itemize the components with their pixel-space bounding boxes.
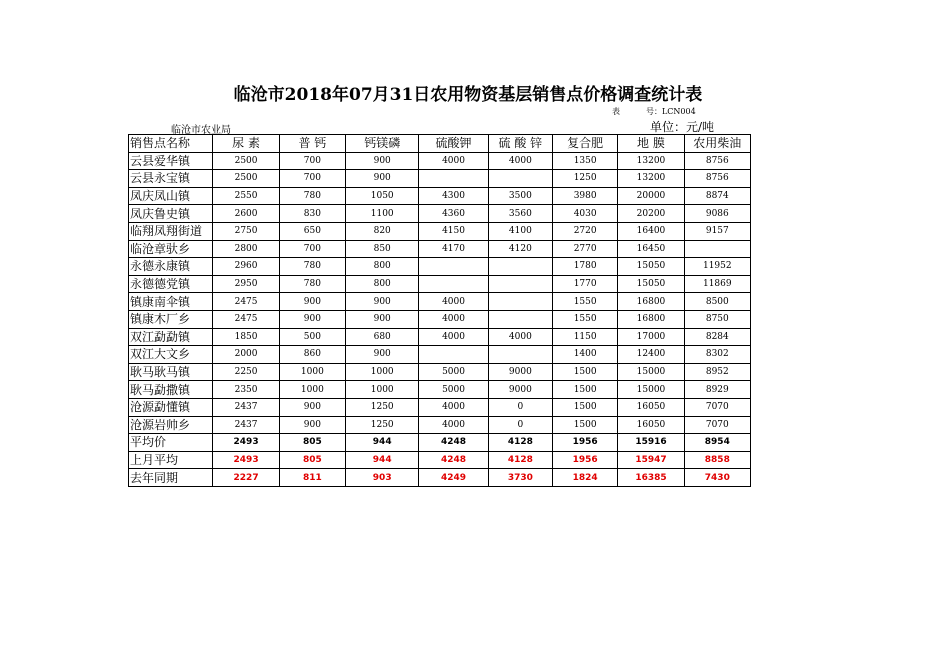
value-cell: 3730 — [488, 469, 552, 487]
row-label-cell: 沧源勐懂镇 — [129, 398, 213, 416]
value-cell: 15000 — [618, 363, 684, 381]
value-cell: 900 — [346, 310, 419, 328]
value-cell: 9157 — [684, 222, 750, 240]
value-cell: 15916 — [618, 434, 684, 452]
value-cell: 2437 — [213, 398, 279, 416]
value-cell — [419, 346, 488, 364]
value-cell: 1250 — [346, 398, 419, 416]
header-cell: 销售点名称 — [129, 135, 213, 153]
table-row — [129, 381, 751, 399]
value-cell: 2550 — [213, 187, 279, 205]
form-number-value: 号：LCN004 — [646, 107, 696, 116]
value-cell: 7430 — [684, 469, 750, 487]
value-cell: 8954 — [684, 434, 750, 452]
value-cell: 3500 — [488, 187, 552, 205]
value-cell — [488, 346, 552, 364]
value-cell: 1400 — [553, 346, 618, 364]
value-cell: 700 — [279, 240, 345, 258]
value-cell: 4120 — [488, 240, 552, 258]
value-cell: 8858 — [684, 451, 750, 469]
table-row — [129, 310, 751, 328]
value-cell: 2475 — [213, 310, 279, 328]
value-cell: 16400 — [618, 222, 684, 240]
row-label-cell: 耿马耿马镇 — [129, 363, 213, 381]
value-cell: 4000 — [419, 152, 488, 170]
table-row — [129, 152, 751, 170]
table-row — [129, 328, 751, 346]
value-cell: 1250 — [553, 170, 618, 188]
value-cell: 680 — [346, 328, 419, 346]
value-cell: 8952 — [684, 363, 750, 381]
value-cell: 2475 — [213, 293, 279, 311]
value-cell: 1000 — [346, 363, 419, 381]
value-cell: 1500 — [553, 381, 618, 399]
value-cell: 2000 — [213, 346, 279, 364]
value-cell — [419, 258, 488, 276]
value-cell: 1500 — [553, 398, 618, 416]
value-cell: 1500 — [553, 416, 618, 434]
value-cell: 16450 — [618, 240, 684, 258]
value-cell: 2500 — [213, 170, 279, 188]
value-cell: 805 — [279, 451, 345, 469]
value-cell: 0 — [488, 416, 552, 434]
agency-name: 临沧市农业局 — [171, 125, 231, 136]
table-row — [129, 222, 751, 240]
value-cell: 20200 — [618, 205, 684, 223]
value-cell: 8284 — [684, 328, 750, 346]
table-row — [129, 170, 751, 188]
value-cell: 4000 — [419, 398, 488, 416]
value-cell: 15050 — [618, 258, 684, 276]
value-cell: 1956 — [553, 451, 618, 469]
value-cell: 4170 — [419, 240, 488, 258]
value-cell: 4100 — [488, 222, 552, 240]
value-cell: 700 — [279, 170, 345, 188]
value-cell: 8500 — [684, 293, 750, 311]
value-cell — [488, 310, 552, 328]
value-cell: 17000 — [618, 328, 684, 346]
row-label-cell: 凤庆鲁史镇 — [129, 205, 213, 223]
value-cell: 16050 — [618, 416, 684, 434]
table-row — [129, 258, 751, 276]
value-cell: 903 — [346, 469, 419, 487]
row-label-cell: 云县爱华镇 — [129, 152, 213, 170]
value-cell: 850 — [346, 240, 419, 258]
value-cell: 7070 — [684, 398, 750, 416]
value-cell: 811 — [279, 469, 345, 487]
row-label-cell: 临沧章驮乡 — [129, 240, 213, 258]
value-cell: 1780 — [553, 258, 618, 276]
row-label-cell: 去年同期 — [129, 469, 213, 487]
value-cell — [684, 240, 750, 258]
value-cell: 2437 — [213, 416, 279, 434]
value-cell: 5000 — [419, 381, 488, 399]
unit-label: 单位：元/吨 — [650, 120, 715, 134]
value-cell: 4000 — [419, 328, 488, 346]
value-cell: 16800 — [618, 310, 684, 328]
value-cell: 2500 — [213, 152, 279, 170]
value-cell: 8750 — [684, 310, 750, 328]
value-cell — [488, 170, 552, 188]
value-cell: 15000 — [618, 381, 684, 399]
value-cell: 1100 — [346, 205, 419, 223]
value-cell: 900 — [346, 346, 419, 364]
value-cell: 8929 — [684, 381, 750, 399]
value-cell: 15050 — [618, 275, 684, 293]
header-cell: 尿 素 — [213, 135, 279, 153]
value-cell: 1000 — [279, 363, 345, 381]
value-cell: 9000 — [488, 381, 552, 399]
value-cell: 1000 — [346, 381, 419, 399]
value-cell: 2493 — [213, 451, 279, 469]
value-cell: 4000 — [419, 416, 488, 434]
value-cell: 5000 — [419, 363, 488, 381]
value-cell: 1050 — [346, 187, 419, 205]
value-cell: 1550 — [553, 310, 618, 328]
table-row — [129, 293, 751, 311]
summary-row — [129, 469, 751, 487]
row-label-cell: 永德德党镇 — [129, 275, 213, 293]
row-label-cell: 双江大文乡 — [129, 346, 213, 364]
row-label-cell: 镇康南伞镇 — [129, 293, 213, 311]
value-cell: 13200 — [618, 152, 684, 170]
value-cell: 9000 — [488, 363, 552, 381]
value-cell: 4000 — [488, 152, 552, 170]
value-cell: 4248 — [419, 451, 488, 469]
value-cell: 780 — [279, 258, 345, 276]
value-cell: 820 — [346, 222, 419, 240]
value-cell: 1350 — [553, 152, 618, 170]
header-cell: 地 膜 — [618, 135, 684, 153]
value-cell: 3560 — [488, 205, 552, 223]
table-row — [129, 363, 751, 381]
value-cell: 900 — [279, 310, 345, 328]
table-row — [129, 416, 751, 434]
summary-row — [129, 434, 751, 452]
table-row — [129, 240, 751, 258]
row-label-cell: 耿马勐撒镇 — [129, 381, 213, 399]
row-label-cell: 上月平均 — [129, 451, 213, 469]
value-cell: 4300 — [419, 187, 488, 205]
value-cell: 8302 — [684, 346, 750, 364]
value-cell: 500 — [279, 328, 345, 346]
value-cell: 13200 — [618, 170, 684, 188]
value-cell: 860 — [279, 346, 345, 364]
value-cell: 2227 — [213, 469, 279, 487]
header-cell: 普 钙 — [279, 135, 345, 153]
summary-row — [129, 451, 751, 469]
value-cell: 2950 — [213, 275, 279, 293]
value-cell: 20000 — [618, 187, 684, 205]
form-number — [612, 106, 696, 117]
price-table — [128, 134, 751, 487]
table-row — [129, 398, 751, 416]
value-cell: 12400 — [618, 346, 684, 364]
value-cell: 8874 — [684, 187, 750, 205]
header-cell: 硫酸钾 — [419, 135, 488, 153]
value-cell: 2770 — [553, 240, 618, 258]
value-cell: 16385 — [618, 469, 684, 487]
row-label-cell: 永德永康镇 — [129, 258, 213, 276]
value-cell: 16050 — [618, 398, 684, 416]
value-cell: 650 — [279, 222, 345, 240]
value-cell: 800 — [346, 258, 419, 276]
row-label-cell: 双江勐勐镇 — [129, 328, 213, 346]
value-cell: 4150 — [419, 222, 488, 240]
header-cell: 复合肥 — [553, 135, 618, 153]
table-row — [129, 205, 751, 223]
value-cell: 3980 — [553, 187, 618, 205]
value-cell: 1150 — [553, 328, 618, 346]
value-cell: 4000 — [419, 310, 488, 328]
value-cell: 1500 — [553, 363, 618, 381]
header-cell: 钙镁磷 — [346, 135, 419, 153]
value-cell: 1850 — [213, 328, 279, 346]
value-cell — [419, 275, 488, 293]
value-cell: 4249 — [419, 469, 488, 487]
value-cell: 4000 — [419, 293, 488, 311]
value-cell: 805 — [279, 434, 345, 452]
value-cell: 0 — [488, 398, 552, 416]
value-cell — [488, 258, 552, 276]
value-cell: 900 — [279, 416, 345, 434]
header-row — [129, 135, 751, 153]
value-cell: 2250 — [213, 363, 279, 381]
table-row — [129, 187, 751, 205]
value-cell: 800 — [346, 275, 419, 293]
value-cell: 900 — [279, 398, 345, 416]
value-cell: 944 — [346, 434, 419, 452]
value-cell: 2720 — [553, 222, 618, 240]
header-cell: 硫 酸 锌 — [488, 135, 552, 153]
value-cell: 944 — [346, 451, 419, 469]
value-cell: 4128 — [488, 451, 552, 469]
value-cell: 4000 — [488, 328, 552, 346]
row-label-cell: 临翔凤翔街道 — [129, 222, 213, 240]
value-cell: 700 — [279, 152, 345, 170]
value-cell: 1550 — [553, 293, 618, 311]
value-cell — [419, 170, 488, 188]
row-label-cell: 云县永宝镇 — [129, 170, 213, 188]
value-cell: 2350 — [213, 381, 279, 399]
value-cell: 900 — [346, 170, 419, 188]
value-cell: 15947 — [618, 451, 684, 469]
value-cell: 2960 — [213, 258, 279, 276]
row-label-cell: 平均价 — [129, 434, 213, 452]
value-cell: 8756 — [684, 152, 750, 170]
value-cell: 900 — [346, 293, 419, 311]
value-cell: 780 — [279, 275, 345, 293]
row-label-cell: 沧源岩帅乡 — [129, 416, 213, 434]
value-cell: 1250 — [346, 416, 419, 434]
header-cell: 农用柴油 — [684, 135, 750, 153]
value-cell: 16800 — [618, 293, 684, 311]
value-cell: 780 — [279, 187, 345, 205]
value-cell: 1770 — [553, 275, 618, 293]
value-cell: 830 — [279, 205, 345, 223]
value-cell: 1000 — [279, 381, 345, 399]
value-cell: 2493 — [213, 434, 279, 452]
value-cell: 1824 — [553, 469, 618, 487]
value-cell: 2600 — [213, 205, 279, 223]
value-cell: 9086 — [684, 205, 750, 223]
value-cell: 11869 — [684, 275, 750, 293]
value-cell: 4248 — [419, 434, 488, 452]
value-cell: 2750 — [213, 222, 279, 240]
table-row — [129, 346, 751, 364]
form-label: 表 — [612, 107, 620, 116]
value-cell: 4128 — [488, 434, 552, 452]
table-body — [129, 152, 751, 486]
value-cell: 900 — [279, 293, 345, 311]
value-cell: 2800 — [213, 240, 279, 258]
value-cell: 1956 — [553, 434, 618, 452]
row-label-cell: 凤庆凤山镇 — [129, 187, 213, 205]
table-row — [129, 275, 751, 293]
value-cell: 7070 — [684, 416, 750, 434]
value-cell — [488, 275, 552, 293]
value-cell: 8756 — [684, 170, 750, 188]
value-cell: 900 — [346, 152, 419, 170]
value-cell: 4360 — [419, 205, 488, 223]
value-cell: 4030 — [553, 205, 618, 223]
row-label-cell: 镇康木厂乡 — [129, 310, 213, 328]
value-cell: 11952 — [684, 258, 750, 276]
value-cell — [488, 293, 552, 311]
page-title: 临沧市2018年07月31日农用物资基层销售点价格调查统计表 — [233, 85, 703, 105]
